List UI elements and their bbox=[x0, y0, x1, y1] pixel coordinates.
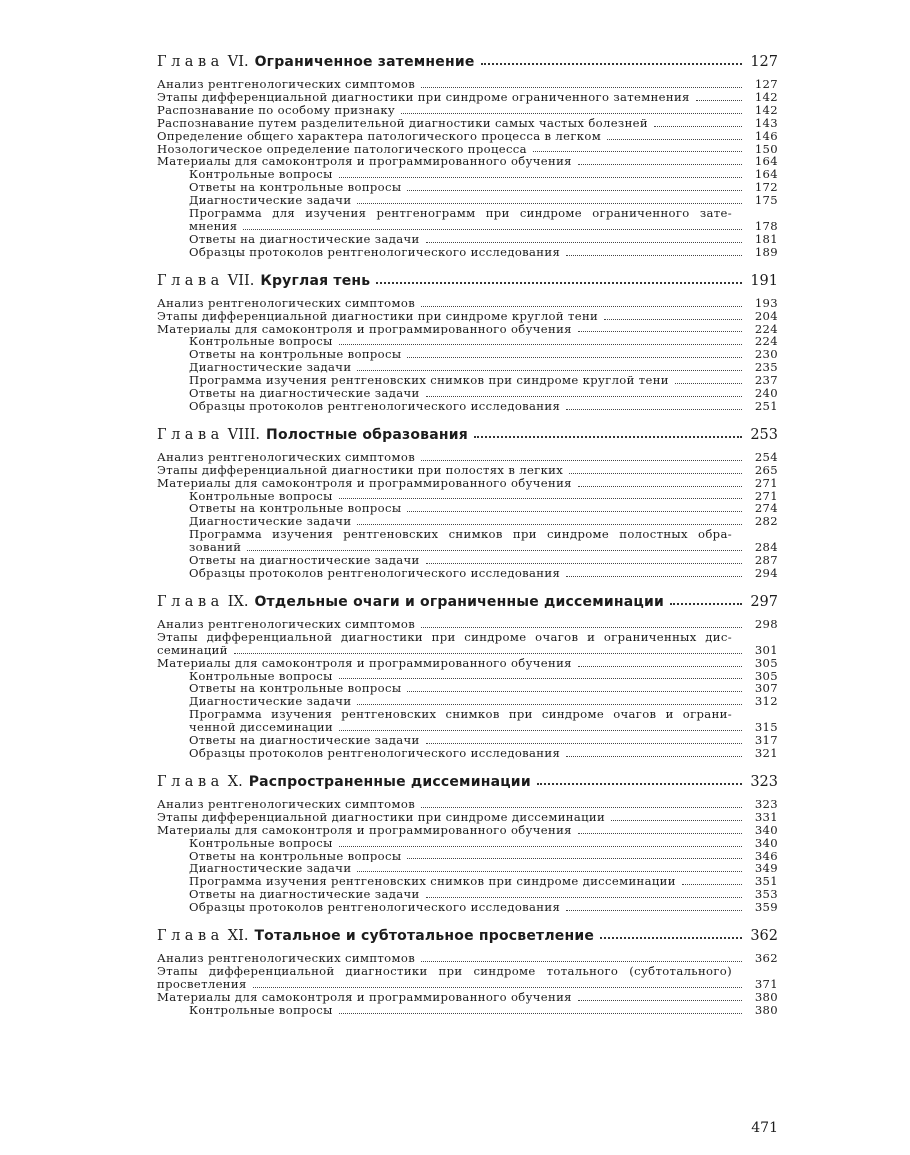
leader-dots bbox=[421, 627, 742, 628]
toc-entry[interactable] bbox=[157, 837, 778, 850]
toc-entry[interactable] bbox=[157, 541, 778, 554]
leader-dots bbox=[407, 511, 742, 512]
entry-text: Материалы для самоконтроля и программированного обучения bbox=[157, 322, 572, 336]
toc-entry[interactable] bbox=[157, 978, 778, 991]
entry-text: Распознавание по особому признаку bbox=[157, 103, 396, 117]
entry-page-number: 237 bbox=[754, 373, 778, 388]
leader-dots bbox=[654, 126, 742, 127]
leader-dots bbox=[339, 846, 742, 847]
leader-dots bbox=[578, 486, 742, 487]
entry-text: Анализ рентгенологических симптомов bbox=[157, 797, 416, 811]
toc-entry[interactable] bbox=[157, 323, 778, 336]
entry-page-number: 143 bbox=[754, 115, 778, 130]
entry-page-number: 189 bbox=[754, 244, 778, 259]
entry-page-number: 164 bbox=[754, 167, 778, 182]
entry-text: Анализ рентгенологических симптомов bbox=[157, 78, 416, 91]
leader-dots bbox=[682, 884, 742, 885]
toc-entry[interactable] bbox=[157, 824, 778, 837]
toc-entry-line: Программа для изучения рентгенограмм при синдроме ограниченного зате- bbox=[189, 206, 732, 221]
entry-page-number: 172 bbox=[754, 180, 778, 195]
toc-entry[interactable] bbox=[157, 798, 778, 811]
toc-entry[interactable] bbox=[157, 657, 778, 670]
entry-page-number: 321 bbox=[754, 745, 778, 760]
toc-entry[interactable] bbox=[157, 554, 778, 567]
leader-dots bbox=[339, 730, 742, 731]
toc-entry[interactable] bbox=[157, 618, 778, 631]
toc-entry[interactable] bbox=[157, 1004, 778, 1017]
entry-page-number: 193 bbox=[754, 295, 778, 310]
chapter-heading[interactable] bbox=[157, 423, 778, 443]
leader-dots bbox=[578, 331, 742, 332]
chapter-page-number: 191 bbox=[750, 272, 778, 289]
leader-dots bbox=[357, 370, 742, 371]
entry-text: ченной диссеминации bbox=[189, 721, 334, 735]
entry-page-number: 305 bbox=[754, 668, 778, 683]
toc-entry-line: Программа изучения рентгеновских снимков при синдроме очагов и ограни- bbox=[189, 707, 732, 722]
leader-dots bbox=[357, 871, 742, 872]
toc-entry[interactable] bbox=[157, 952, 778, 965]
entry-page-number: 307 bbox=[754, 681, 778, 696]
entry-text: Образцы протоколов рентгенологического исследования bbox=[189, 746, 561, 760]
entry-page-number: 346 bbox=[754, 848, 778, 863]
toc-entry[interactable] bbox=[157, 464, 778, 477]
chapter-number: XI. bbox=[227, 928, 249, 945]
leader-dots bbox=[407, 691, 742, 692]
entry-page-number: 312 bbox=[754, 694, 778, 709]
toc-entry[interactable] bbox=[157, 682, 778, 695]
leader-dots bbox=[578, 666, 742, 667]
entry-page-number: 204 bbox=[754, 308, 778, 323]
chapter-label: Глава bbox=[157, 928, 224, 945]
toc-entry[interactable] bbox=[157, 721, 778, 734]
toc-entry[interactable] bbox=[157, 490, 778, 503]
entry-text: Программа изучения рентгеновских снимков при синдроме круглой тени bbox=[189, 374, 669, 388]
entry-page-number: 127 bbox=[754, 77, 778, 91]
entry-text: Этапы дифференциальной диагностики при полостях в легких bbox=[157, 463, 564, 477]
entry-text: Этапы дифференциальной диагностики при синдроме диссеминации bbox=[157, 810, 606, 824]
leader-dots bbox=[533, 151, 742, 152]
chapter-label: Глава bbox=[157, 773, 224, 790]
entry-text: Диагностические задачи bbox=[189, 194, 352, 208]
leader-dots bbox=[407, 858, 742, 859]
leader-dots bbox=[474, 436, 742, 438]
leader-dots bbox=[421, 961, 742, 962]
leader-dots bbox=[566, 409, 742, 410]
chapter-number: IX. bbox=[227, 593, 249, 610]
entry-page-number: 251 bbox=[754, 398, 778, 413]
leader-dots bbox=[566, 756, 742, 757]
entry-list bbox=[157, 798, 778, 914]
entry-list bbox=[157, 297, 778, 413]
entry-page-number: 353 bbox=[754, 887, 778, 902]
chapter-title: Круглая тень bbox=[260, 272, 371, 289]
leader-dots bbox=[243, 229, 742, 230]
chapter-section bbox=[157, 770, 778, 914]
entry-text: Материалы для самоконтроля и программированного обучения bbox=[157, 990, 572, 1004]
leader-dots bbox=[578, 1000, 742, 1001]
leader-dots bbox=[407, 357, 742, 358]
entry-text: Этапы дифференциальной диагностики при синдроме круглой тени bbox=[157, 309, 599, 323]
toc-entry[interactable] bbox=[157, 901, 778, 914]
toc-entry[interactable] bbox=[157, 400, 778, 413]
chapter-page-number: 253 bbox=[750, 426, 778, 443]
toc-entry[interactable] bbox=[157, 168, 778, 181]
chapter-heading[interactable] bbox=[157, 269, 778, 289]
chapter-number: VI. bbox=[227, 54, 249, 70]
entry-list bbox=[157, 78, 778, 259]
leader-dots bbox=[421, 306, 742, 307]
chapter-title: Полостные образования bbox=[266, 426, 468, 443]
entry-page-number: 235 bbox=[754, 360, 778, 375]
entry-list bbox=[157, 451, 778, 580]
page-number: 471 bbox=[751, 1120, 778, 1136]
entry-text: Анализ рентгенологических симптомов bbox=[157, 450, 416, 464]
leader-dots bbox=[426, 396, 742, 397]
entry-text: Материалы для самоконтроля и программированного обучения bbox=[157, 823, 572, 837]
entry-text: Определение общего характера патологического процесса в легком bbox=[157, 129, 602, 143]
toc-entry[interactable] bbox=[157, 361, 778, 374]
leader-dots bbox=[566, 910, 742, 911]
toc-entry[interactable] bbox=[157, 387, 778, 400]
toc-entry[interactable] bbox=[157, 310, 778, 323]
leader-dots bbox=[407, 190, 742, 191]
entry-text: Ответы на контрольные вопросы bbox=[189, 849, 402, 863]
entry-page-number: 175 bbox=[754, 193, 778, 208]
entry-text: Ответы на диагностические задачи bbox=[189, 554, 420, 567]
chapter-section bbox=[157, 269, 778, 413]
entry-page-number: 271 bbox=[754, 475, 778, 490]
entry-text: Контрольные вопросы bbox=[189, 1003, 333, 1017]
toc-entry[interactable] bbox=[157, 991, 778, 1004]
entry-text: Анализ рентгенологических симптомов bbox=[157, 296, 416, 310]
chapter-number: X. bbox=[227, 773, 243, 790]
toc-entry[interactable] bbox=[157, 567, 778, 580]
entry-page-number: 150 bbox=[754, 141, 778, 156]
entry-page-number: 164 bbox=[754, 154, 778, 169]
chapter-page-number: 362 bbox=[750, 928, 778, 945]
leader-dots bbox=[426, 563, 742, 564]
entry-page-number: 362 bbox=[754, 951, 778, 966]
toc-entry[interactable] bbox=[157, 875, 778, 888]
leader-dots bbox=[569, 473, 742, 474]
entry-page-number: 178 bbox=[754, 218, 778, 233]
entry-text: Ответы на контрольные вопросы bbox=[189, 682, 402, 696]
toc-entry[interactable] bbox=[157, 888, 778, 901]
leader-dots bbox=[401, 113, 742, 114]
toc-entry[interactable] bbox=[157, 104, 778, 117]
leader-dots bbox=[421, 807, 742, 808]
entry-text: Ответы на диагностические задачи bbox=[189, 734, 420, 747]
chapter-heading[interactable] bbox=[157, 590, 778, 610]
chapter-title: Отдельные очаги и ограниченные диссеминации bbox=[254, 593, 664, 610]
entry-text: Нозологическое определение патологического процесса bbox=[157, 142, 527, 156]
toc-entry[interactable] bbox=[157, 181, 778, 194]
entry-text: Ответы на диагностические задачи bbox=[189, 888, 420, 902]
toc-entry[interactable] bbox=[157, 143, 778, 156]
chapter-heading[interactable] bbox=[157, 50, 778, 70]
entry-text: семинаций bbox=[157, 643, 228, 657]
toc-entry[interactable] bbox=[157, 451, 778, 464]
toc-entry[interactable] bbox=[157, 747, 778, 760]
entry-page-number: 305 bbox=[754, 655, 778, 670]
toc-entry[interactable] bbox=[157, 233, 778, 246]
toc-entry[interactable] bbox=[157, 734, 778, 747]
entry-text: Контрольные вопросы bbox=[189, 489, 333, 503]
entry-text: Программа изучения рентгеновских снимков при синдроме диссеминации bbox=[189, 875, 676, 889]
entry-text: Контрольные вопросы bbox=[189, 335, 333, 349]
toc-entry[interactable] bbox=[157, 117, 778, 130]
entry-page-number: 181 bbox=[754, 231, 778, 246]
chapter-heading[interactable] bbox=[157, 770, 778, 790]
leader-dots bbox=[675, 383, 742, 384]
entry-page-number: 351 bbox=[754, 874, 778, 889]
entry-text: Распознавание путем разделительной диагностики самых частых болезней bbox=[157, 116, 648, 130]
leader-dots bbox=[247, 550, 742, 551]
leader-dots bbox=[376, 282, 742, 284]
entry-page-number: 301 bbox=[754, 642, 778, 657]
leader-dots bbox=[339, 1013, 742, 1014]
leader-dots bbox=[670, 603, 742, 605]
entry-text: Ответы на контрольные вопросы bbox=[189, 348, 402, 362]
entry-text: Диагностические задачи bbox=[189, 361, 352, 375]
entry-text: Образцы протоколов рентгенологического исследования bbox=[189, 901, 561, 915]
leader-dots bbox=[537, 783, 742, 785]
chapter-heading[interactable] bbox=[157, 924, 778, 944]
entry-list bbox=[157, 952, 778, 1017]
entry-page-number: 271 bbox=[754, 488, 778, 503]
leader-dots bbox=[421, 87, 742, 88]
chapter-title: Тотальное и субтотальное просветление bbox=[254, 928, 595, 945]
entry-page-number: 142 bbox=[754, 89, 778, 104]
leader-dots bbox=[426, 743, 742, 744]
leader-dots bbox=[578, 833, 742, 834]
entry-text: Этапы дифференциальной диагностики при синдроме ограниченного затемнения bbox=[157, 90, 690, 104]
toc-entry-line: Программа изучения рентгеновских снимков при синдроме полостных обра- bbox=[189, 527, 732, 542]
chapter-section bbox=[157, 590, 778, 760]
chapter-label: Глава bbox=[157, 593, 224, 610]
leader-dots bbox=[566, 255, 742, 256]
toc-entry[interactable] bbox=[157, 862, 778, 875]
toc-entry[interactable] bbox=[157, 220, 778, 233]
leader-dots bbox=[607, 139, 742, 140]
entry-page-number: 294 bbox=[754, 566, 778, 580]
leader-dots bbox=[253, 987, 742, 988]
leader-dots bbox=[578, 164, 742, 165]
entry-page-number: 298 bbox=[754, 616, 778, 631]
entry-text: Образцы протоколов рентгенологического исследования bbox=[189, 399, 561, 413]
entry-text: Материалы для самоконтроля и программированного обучения bbox=[157, 656, 572, 670]
chapter-number: VIII. bbox=[227, 426, 261, 443]
entry-text: Ответы на контрольные вопросы bbox=[189, 181, 402, 195]
entry-text: Контрольные вопросы bbox=[189, 168, 333, 182]
leader-dots bbox=[357, 203, 742, 204]
entry-list bbox=[157, 618, 778, 760]
toc-entry[interactable] bbox=[157, 335, 778, 348]
leader-dots bbox=[234, 653, 742, 654]
entry-text: зований bbox=[189, 541, 242, 555]
toc-entry[interactable] bbox=[157, 91, 778, 104]
chapter-page-number: 297 bbox=[750, 593, 778, 610]
leader-dots bbox=[604, 319, 742, 320]
entry-page-number: 340 bbox=[754, 835, 778, 850]
leader-dots bbox=[481, 63, 742, 65]
entry-page-number: 224 bbox=[754, 321, 778, 336]
chapter-page-number: 323 bbox=[750, 773, 778, 790]
chapter-title: Ограниченное затемнение bbox=[254, 54, 475, 70]
toc-entry[interactable] bbox=[157, 155, 778, 168]
toc-entry[interactable] bbox=[157, 477, 778, 490]
entry-text: Образцы протоколов рентгенологического исследования bbox=[189, 245, 561, 259]
entry-page-number: 317 bbox=[754, 733, 778, 748]
leader-dots bbox=[357, 524, 742, 525]
leader-dots bbox=[426, 242, 742, 243]
leader-dots bbox=[339, 498, 742, 499]
table-of-contents bbox=[157, 50, 778, 1027]
leader-dots bbox=[600, 937, 742, 939]
toc-entry-line: Этапы дифференциальной диагностики при синдроме тотального (субтотального) bbox=[157, 963, 732, 978]
toc-entry[interactable] bbox=[157, 78, 778, 91]
chapter-section bbox=[157, 423, 778, 580]
entry-page-number: 274 bbox=[754, 501, 778, 516]
entry-text: Ответы на диагностические задачи bbox=[189, 232, 420, 246]
entry-text: Диагностические задачи bbox=[189, 695, 352, 709]
entry-text: Ответы на контрольные вопросы bbox=[189, 502, 402, 516]
entry-text: Контрольные вопросы bbox=[189, 836, 333, 850]
toc-entry[interactable] bbox=[157, 644, 778, 657]
entry-text: Материалы для самоконтроля и программированного обучения bbox=[157, 476, 572, 490]
leader-dots bbox=[611, 820, 742, 821]
leader-dots bbox=[339, 344, 742, 345]
entry-text: Ответы на диагностические задачи bbox=[189, 387, 420, 400]
entry-text: Материалы для самоконтроля и программированного обучения bbox=[157, 155, 572, 169]
entry-page-number: 284 bbox=[754, 540, 778, 555]
entry-page-number: 254 bbox=[754, 449, 778, 464]
entry-page-number: 146 bbox=[754, 128, 778, 143]
entry-page-number: 380 bbox=[754, 989, 778, 1004]
leader-dots bbox=[339, 678, 742, 679]
entry-page-number: 340 bbox=[754, 822, 778, 837]
entry-page-number: 265 bbox=[754, 462, 778, 477]
leader-dots bbox=[696, 100, 742, 101]
leader-dots bbox=[357, 704, 742, 705]
chapter-section bbox=[157, 924, 778, 1017]
toc-entry[interactable] bbox=[157, 348, 778, 361]
chapter-label: Глава bbox=[157, 54, 224, 70]
entry-text: Диагностические задачи bbox=[189, 862, 352, 876]
toc-entry[interactable] bbox=[157, 297, 778, 310]
toc-entry[interactable] bbox=[157, 374, 778, 387]
entry-page-number: 323 bbox=[754, 796, 778, 811]
leader-dots bbox=[421, 460, 742, 461]
entry-page-number: 359 bbox=[754, 900, 778, 915]
entry-page-number: 380 bbox=[754, 1002, 778, 1017]
entry-text: Диагностические задачи bbox=[189, 515, 352, 529]
entry-text: Образцы протоколов рентгенологического исследования bbox=[189, 567, 561, 580]
toc-entry[interactable] bbox=[157, 670, 778, 683]
chapter-page-number: 127 bbox=[750, 54, 778, 70]
chapter-number: VII. bbox=[227, 272, 255, 289]
entry-text: Анализ рентгенологических симптомов bbox=[157, 617, 416, 631]
entry-page-number: 315 bbox=[754, 720, 778, 735]
toc-entry[interactable] bbox=[157, 502, 778, 515]
entry-page-number: 142 bbox=[754, 102, 778, 117]
toc-entry[interactable] bbox=[157, 850, 778, 863]
entry-text: Контрольные вопросы bbox=[189, 669, 333, 683]
leader-dots bbox=[426, 897, 742, 898]
toc-entry[interactable] bbox=[157, 246, 778, 259]
chapter-title: Распространенные диссеминации bbox=[248, 773, 531, 790]
chapter-section bbox=[157, 50, 778, 259]
entry-page-number: 230 bbox=[754, 347, 778, 362]
toc-entry[interactable] bbox=[157, 130, 778, 143]
entry-text: мнения bbox=[189, 219, 238, 233]
chapter-label: Глава bbox=[157, 272, 224, 289]
entry-page-number: 240 bbox=[754, 386, 778, 401]
entry-page-number: 224 bbox=[754, 334, 778, 349]
entry-page-number: 331 bbox=[754, 809, 778, 824]
leader-dots bbox=[566, 576, 742, 577]
entry-page-number: 287 bbox=[754, 553, 778, 568]
toc-entry[interactable] bbox=[157, 811, 778, 824]
entry-page-number: 349 bbox=[754, 861, 778, 876]
leader-dots bbox=[339, 177, 742, 178]
entry-page-number: 282 bbox=[754, 514, 778, 529]
chapter-label: Глава bbox=[157, 426, 224, 443]
toc-entry-line: Этапы дифференциальной диагностики при синдроме очагов и ограниченных дис- bbox=[157, 629, 732, 644]
entry-text: Анализ рентгенологических симптомов bbox=[157, 952, 416, 965]
entry-page-number: 371 bbox=[754, 976, 778, 991]
entry-text: просветления bbox=[157, 977, 247, 991]
